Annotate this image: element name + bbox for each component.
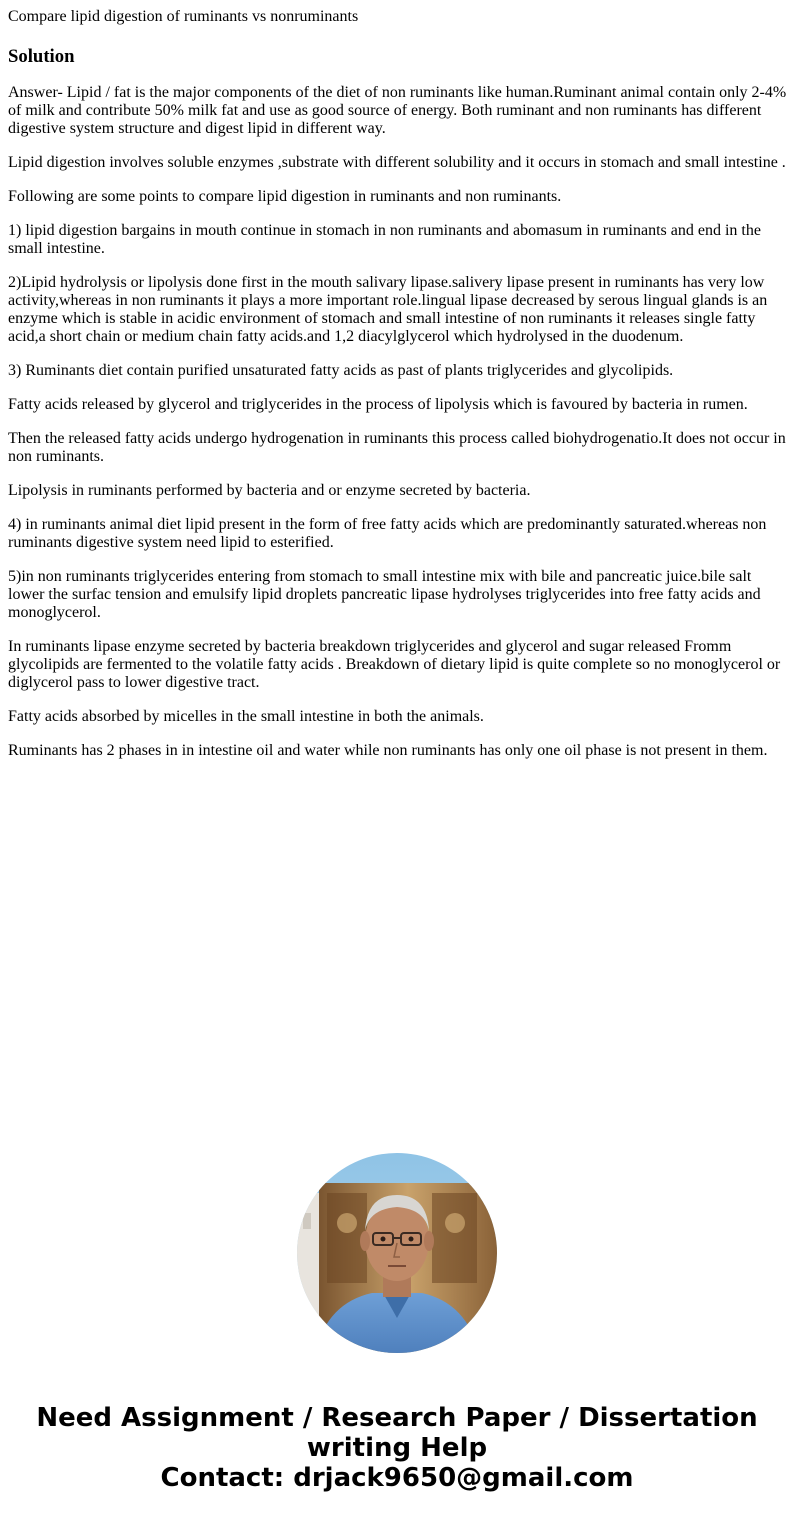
answer-paragraph: Following are some points to compare lipid digestion in ruminants and non ruminants. bbox=[8, 188, 562, 205]
answer-paragraph: Answer- Lipid / fat is the major components of the diet of non ruminants like human.Ruminant animal contain only 2-4% of milk and contribute 50% milk fat and use as good source of energy. Both ruminant and non ruminants has different digestive system structure and digest lipid in different way. bbox=[8, 84, 787, 137]
answer-paragraph: 5)in non ruminants triglycerides entering from stomach to small intestine mix with bile and pancreatic juice.bile salt lower the surfac tension and emulsify lipid droplets pancreatic lipase hydrolyses triglycerides into free fatty acids and monoglycerol. bbox=[8, 568, 761, 621]
solution-heading: Solution bbox=[8, 46, 75, 67]
answer-paragraph: In ruminants lipase enzyme secreted by bacteria breakdown triglycerides and glycerol and sugar released Fromm glycolipids are fermented to the volatile fatty acids . Breakdown of dietary lipid is quite complete so no monoglycerol or diglycerol pass to lower digestive tract. bbox=[8, 638, 781, 691]
question-text: Compare lipid digestion of ruminants vs nonruminants bbox=[8, 8, 359, 25]
tutor-avatar bbox=[297, 1153, 497, 1353]
answer-paragraph: Fatty acids released by glycerol and triglycerides in the process of lipolysis which is favoured by bacteria in rumen. bbox=[8, 396, 748, 413]
answer-paragraph: 1) lipid digestion bargains in mouth continue in stomach in non ruminants and abomasum in ruminants and end in the small intestine. bbox=[8, 222, 761, 257]
contact-email: Contact: drjack9650@gmail.com bbox=[160, 1463, 634, 1493]
answer-section bbox=[8, 84, 788, 760]
footer-line: writing Help bbox=[306, 1433, 488, 1463]
answer-paragraph: Ruminants has 2 phases in in intestine oil and water while non ruminants has only one oil phase is not present in them. bbox=[8, 742, 768, 759]
answer-paragraph: 2)Lipid hydrolysis or lipolysis done first in the mouth salivary lipase.salivery lipase present in ruminants has very low activity,whereas in non ruminants it plays a more important role.lingual lipase decreased by serous lingual glands is an enzyme which is stable in acidic environment of stomach and small intestine of non ruminants it releases single fatty acid,a short chain or medium chain fatty acids.and 1,2 diacylglycerol which hydrolysed in the duodenum. bbox=[8, 274, 768, 345]
footer-banner bbox=[0, 1403, 794, 1493]
answer-paragraph: 3) Ruminants diet contain purified unsaturated fatty acids as past of plants triglycerides and glycolipids. bbox=[8, 362, 674, 379]
answer-paragraph: Then the released fatty acids undergo hydrogenation in ruminants this process called biohydrogenatio.It does not occur in non ruminants. bbox=[8, 430, 786, 465]
answer-paragraph: Lipid digestion involves soluble enzymes ,substrate with different solubility and it occurs in stomach and small intestine . bbox=[8, 154, 786, 171]
answer-paragraph: 4) in ruminants animal diet lipid present in the form of free fatty acids which are predominantly saturated.whereas non ruminants digestive system need lipid to esterified. bbox=[8, 516, 767, 551]
answer-paragraph: Lipolysis in ruminants performed by bacteria and or enzyme secreted by bacteria. bbox=[8, 482, 531, 499]
answer-paragraph: Fatty acids absorbed by micelles in the small intestine in both the animals. bbox=[8, 708, 484, 725]
footer-line: Need Assignment / Research Paper / Dissertation bbox=[36, 1403, 758, 1433]
document-body bbox=[8, 8, 788, 776]
